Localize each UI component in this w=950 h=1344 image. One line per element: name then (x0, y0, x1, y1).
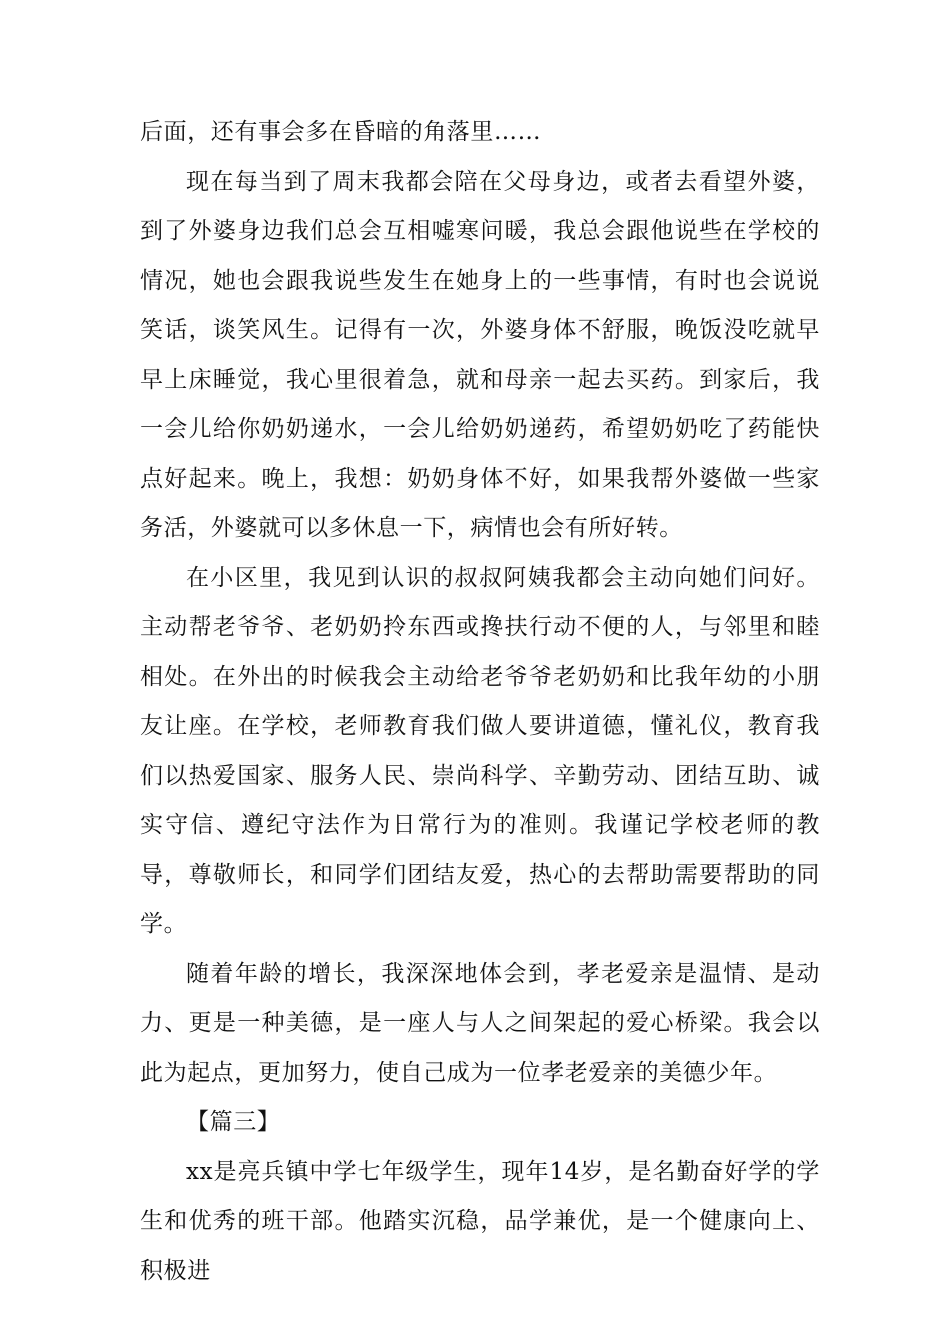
section-heading-part-three: 【篇三】 (186, 1109, 281, 1135)
paragraph-weekend-visits: 现在每当到了周末我都会陪在父母身边，或者去看望外婆，到了外婆身边我们总会互相嘘寒问暖，我总会跟他说些在学校的情况，她也会跟我说些发生在她身上的一些事情，有时也会说说笑话，谈笑风生。记得有一次，外婆身体不舒服，晚饭没吃就早早上床睡觉，我心里很着急，就和母亲一起去买药。到家后，我一会儿给你奶奶递水，一会儿给奶奶递药，希望奶奶吃了药能快点好起来。晚上，我想：奶奶身体不好，如果我帮外婆做一些家务活，外婆就可以多休息一下，病情也会有所好转。 (140, 168, 820, 541)
paragraph-continuation: 后面，还有事会多在昏暗的角落里…… (140, 119, 542, 145)
paragraph-community: 在小区里，我见到认识的叔叔阿姨我都会主动向她们问好。主动帮老爷爷、老奶奶拎东西或搀扶行动不便的人，与邻里和睦相处。在外出的时候我会主动给老爷爷老奶奶和比我年幼的小朋友让座。在学校，老师教育我们做人要讲道德，懂礼仪，教育我们以热爱国家、服务人民、崇尚科学、辛勤劳动、团结互助、诚实守信、遵纪守法作为日常行为的准则。我谨记学校老师的教导，尊敬师长，和同学们团结友爱，热心的去帮助需要帮助的同学。 (140, 564, 820, 937)
document-body (140, 108, 820, 1296)
paragraph-conclusion: 随着年龄的增长，我深深地体会到，孝老爱亲是温情、是动力、更是一种美德，是一座人与人之间架起的爱心桥梁。我会以此为起点，更加努力，使自己成为一位孝老爱亲的美德少年。 (140, 960, 820, 1086)
paragraph-student-intro: xx是亮兵镇中学七年级学生，现年14岁，是名勤奋好学的学生和优秀的班干部。他踏实沉稳，品学兼优，是一个健康向上、积极进 (140, 1158, 820, 1284)
